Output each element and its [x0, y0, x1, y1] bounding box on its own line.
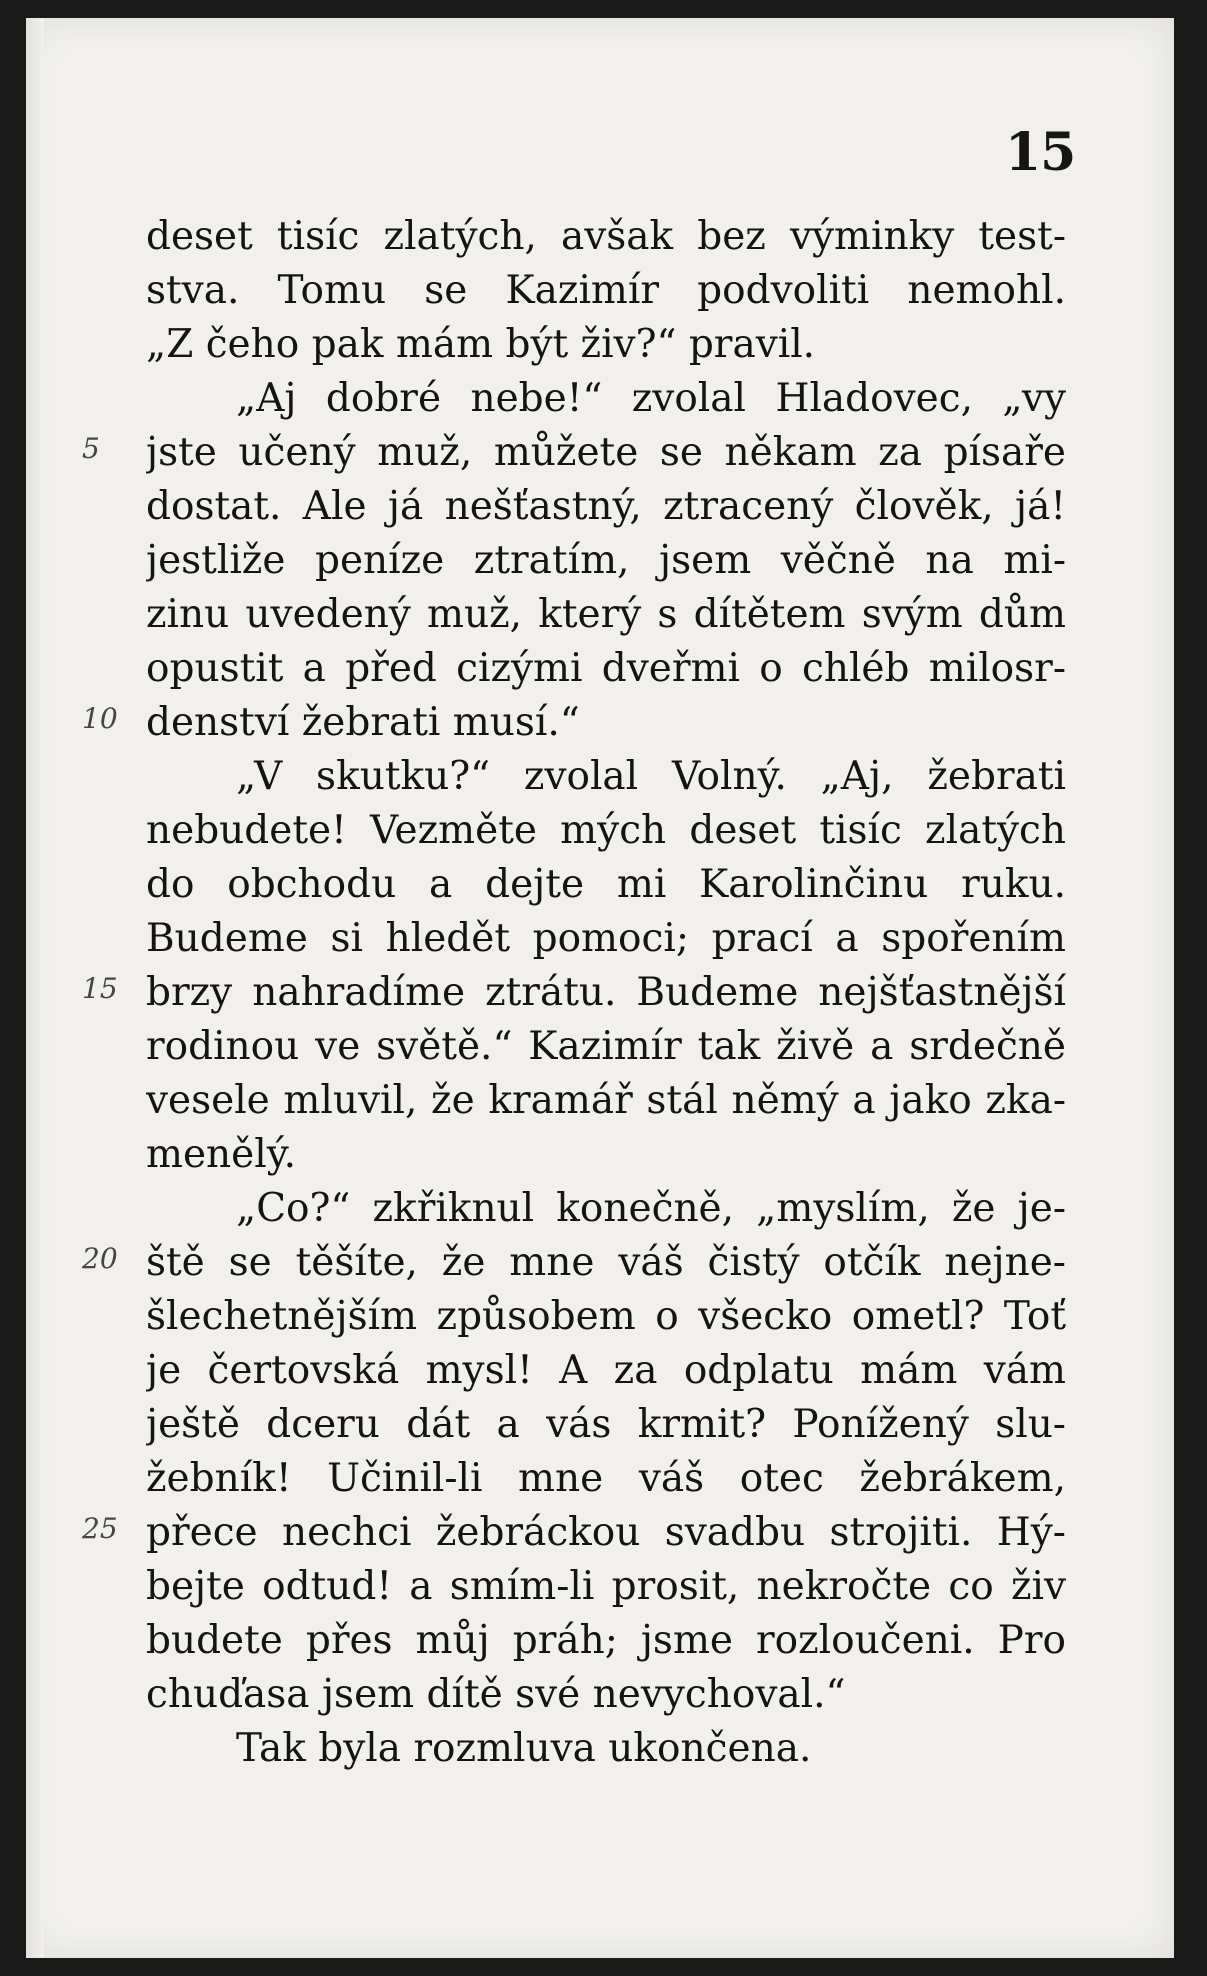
text-line: ště se těšíte, že mne váš čistý otčík nejne- — [146, 1240, 1066, 1285]
text-line: stva. Tomu se Kazimír podvoliti nemohl. — [146, 268, 1066, 313]
margin-line-number: 15 — [82, 972, 118, 1005]
page-number: 15 — [1005, 122, 1076, 183]
text-line: nebudete! Vezměte mých deset tisíc zlatých — [146, 808, 1066, 853]
text-line: do obchodu a dejte mi Karolinčinu ruku. — [146, 862, 1066, 907]
text-line: chuďasa jsem dítě své nevychoval.“ — [146, 1672, 846, 1717]
text-line: brzy nahradíme ztrátu. Budeme nejšťastnější — [146, 970, 1066, 1015]
text-line: vesele mluvil, že kramář stál němý a jako zka- — [146, 1078, 1066, 1123]
text-line: jestliže peníze ztratím, jsem věčně na mi- — [146, 538, 1066, 583]
text-line: rodinou ve světě.“ Kazimír tak živě a srdečně — [146, 1024, 1066, 1069]
page-gutter — [26, 18, 44, 1958]
text-line: žebník! Učinil-li mne váš otec žebrákem, — [146, 1456, 1066, 1501]
text-line: „V skutku?“ zvolal Volný. „Aj, žebrati — [236, 754, 1066, 799]
text-line: bejte odtud! a smím-li prosit, nekročte co živ — [146, 1564, 1066, 1609]
text-line: menělý. — [146, 1132, 296, 1177]
text-line: šlechetnějším způsobem o všecko ometl? Toť — [146, 1294, 1066, 1339]
body-text — [146, 210, 1066, 1776]
text-line: je čertovská mysl! A za odplatu mám vám — [146, 1348, 1066, 1393]
text-line: Tak byla rozmluva ukončena. — [236, 1726, 812, 1771]
text-line: opustit a před cizými dveřmi o chléb milosr- — [146, 646, 1066, 691]
text-line: přece nechci žebráckou svadbu strojiti. Hý- — [146, 1510, 1066, 1555]
margin-line-number: 5 — [82, 432, 100, 465]
text-line: jste učený muž, můžete se někam za písaře — [146, 430, 1066, 475]
text-line: deset tisíc zlatých, avšak bez výminky test- — [146, 214, 1066, 259]
text-line: ještě dceru dát a vás krmit? Ponížený slu- — [146, 1402, 1066, 1447]
text-line: dostat. Ale já nešťastný, ztracený člověk, já! — [146, 484, 1066, 529]
margin-line-number: 20 — [82, 1242, 118, 1275]
text-line: Budeme si hledět pomoci; prací a spořením — [146, 916, 1066, 961]
text-line: budete přes můj práh; jsme rozloučeni. Pro — [146, 1618, 1066, 1663]
text-line: „Aj dobré nebe!“ zvolal Hladovec, „vy — [236, 376, 1066, 421]
margin-line-number: 25 — [82, 1512, 118, 1545]
text-line: „Z čeho pak mám být živ?“ pravil. — [146, 322, 816, 367]
text-line: denství žebrati musí.“ — [146, 700, 580, 745]
margin-line-number: 10 — [82, 702, 118, 735]
text-line: „Co?“ zkřiknul konečně, „myslím, že je- — [236, 1186, 1066, 1231]
text-line: zinu uvedený muž, který s dítětem svým dům — [146, 592, 1066, 637]
